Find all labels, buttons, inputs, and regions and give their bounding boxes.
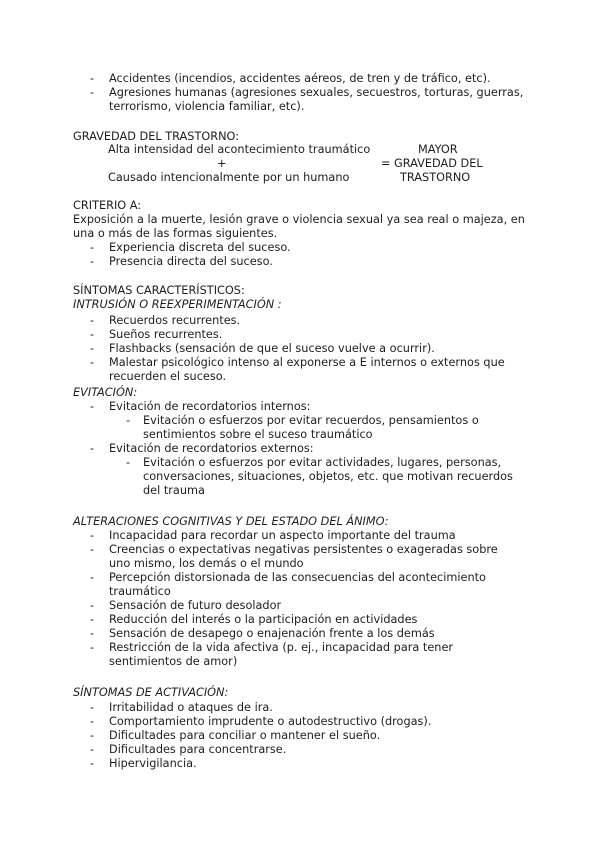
list-item: - Sueños recurrentes. [73,328,533,342]
list-item: - Hipervigilancia. [73,757,533,771]
gravedad-line-2: Causado intencionalmente por un humano [108,171,350,184]
list-item: - Presencia directa del suceso. [73,255,533,269]
list-item: - Dificultades para conciliar o mantener el sueño. [73,729,533,743]
sub-list-item: - Evitación o esfuerzos por evitar actividades, lugares, personas, conversaciones, situaciones, objetos, etc. que motivan recuerdos del trauma [73,456,533,498]
criterio-text-1: Exposición a la muerte, lesión grave o violencia sexual ya sea real o majeza, en [73,213,525,226]
list-item: - Comportamiento imprudente o autodestructivo (drogas). [73,715,533,729]
evitacion-heading: EVITACIÓN: [73,386,138,399]
criterio-text-2: una o más de las formas siguientes. [73,227,278,240]
activacion-heading: SÍNTOMAS DE ACTIVACIÓN: [73,686,229,699]
list-item: - Percepción distorsionada de las consecuencias del acontecimiento traumático [73,571,533,599]
gravedad-result-2: TRASTORNO [400,171,471,184]
intrusion-block [73,314,533,384]
list-item: - Evitación de recordatorios internos: [73,400,533,414]
gravedad-plus: + [217,157,227,170]
sub-list-item: - Evitación o esfuerzos por evitar recuerdos, pensamientos o sentimientos sobre el suceso traumático [73,414,533,442]
criterio-heading: CRITERIO A: [73,199,142,212]
list-item: - Accidentes (incendios, accidentes aéreos, de tren y de tráfico, etc). [73,72,533,86]
gravedad-line-1: Alta intensidad del acontecimiento traumático [108,143,371,156]
gravedad-mayor: MAYOR [418,143,458,156]
alteraciones-block [73,529,533,669]
criterio-block [73,213,533,269]
gravedad-equals: = [381,157,391,170]
list-item: - Incapacidad para recordar un aspecto importante del trauma [73,529,533,543]
list-item: - Dificultades para concentrarse. [73,743,533,757]
list-item: - Reducción del interés o la participación en actividades [73,613,533,627]
list-item: - Creencias o expectativas negativas persistentes o exageradas sobre uno mismo, los demás o el mundo [73,543,533,571]
list-item: - Malestar psicológico intenso al exponerse a E internos o externos que recuerden el suceso. [73,356,533,384]
intro-list [73,72,533,114]
list-item: - Restricción de la vida afectiva (p. ej., incapacidad para tener sentimientos de amor) [73,641,533,669]
list-item: - Recuerdos recurrentes. [73,314,533,328]
list-item: - Agresiones humanas (agresiones sexuales, secuestros, torturas, guerras, terrorismo, violencia familiar, etc). [73,86,533,114]
activacion-block [73,701,533,771]
intrusion-heading: INTRUSIÓN O REEXPERIMENTACIÓN : [73,298,282,311]
evitacion-block [73,400,533,498]
gravedad-heading: GRAVEDAD DEL TRASTORNO: [73,130,240,143]
list-item: - Irritabilidad o ataques de ira. [73,701,533,715]
list-item: - Experiencia discreta del suceso. [73,241,533,255]
list-item: - Sensación de desapego o enajenación frente a los demás [73,627,533,641]
list-item: - Evitación de recordatorios externos: [73,442,533,456]
gravedad-result-1: GRAVEDAD DEL [394,157,483,170]
sintomas-heading: SÍNTOMAS CARACTERÍSTICOS: [73,284,245,297]
alteraciones-heading: ALTERACIONES COGNITIVAS Y DEL ESTADO DEL ÁNIMO: [73,515,389,528]
list-item: - Sensación de futuro desolador [73,599,533,613]
list-item: - Flashbacks (sensación de que el suceso vuelve a ocurrir). [73,342,533,356]
